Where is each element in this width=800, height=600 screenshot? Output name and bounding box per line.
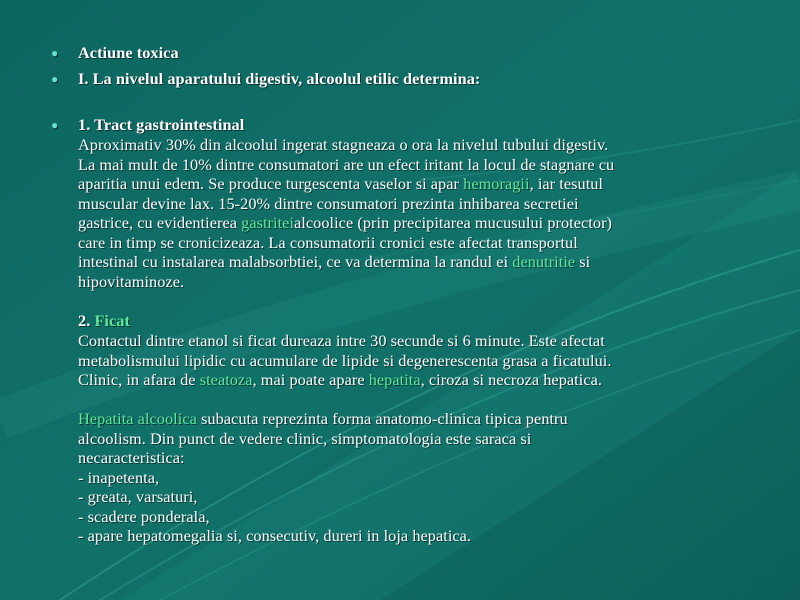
paragraph-line: necaracteristica: (78, 448, 185, 467)
text-span: , mai poate apare (252, 370, 369, 389)
text-span: intestinal cu instalarea malabsorbtiei, ce va determina la randul ei (78, 252, 513, 271)
section-number: 2. (78, 311, 95, 330)
text-span: , iar tesutul (529, 174, 604, 193)
bullet-icon: ● (51, 46, 59, 60)
heading-toxic-action: Actiune toxica (78, 43, 179, 62)
bullet-icon: ● (51, 72, 59, 86)
term-link-hemoragii[interactable]: hemoragii (463, 174, 530, 193)
term-link-hepatita-alcoolica[interactable]: Hepatita alcoolica (78, 409, 197, 428)
section-title-liver (78, 311, 130, 331)
text-span: , ciroza si necroza hepatica. (420, 370, 602, 389)
text-span: aparitia unui edem. Se produce turgescenta vaselor si apar (78, 174, 464, 193)
symptom-list-item: - inapetenta, (78, 467, 160, 487)
paragraph-line (78, 252, 590, 272)
paragraph-line (78, 174, 603, 194)
section-title-gi-tract: 1. Tract gastrointestinal (78, 115, 245, 134)
symptom-list-item: - apare hepatomegalia si, consecutiv, dureri in loja hepatica. (78, 526, 472, 545)
paragraph-line (78, 409, 568, 429)
paragraph-line: hipovitaminoze. (78, 271, 185, 291)
paragraph-line: care in timp se cronicizeaza. La consumatorii cronici este afectat transportul (78, 232, 578, 252)
paragraph-line: Aproximativ 30% din alcoolul ingerat stagneaza o ora la nivelul tubului digestiv. (78, 135, 609, 154)
term-link-ficat[interactable]: Ficat (94, 311, 130, 330)
term-link-hepatita[interactable]: hepatita (368, 370, 421, 389)
text-span: si (575, 252, 591, 271)
paragraph-line: muscular devine lax. 15-20% dintre consumatori prezinta inhibarea secretiei (78, 193, 579, 213)
text-span: Clinic, in afara de (78, 370, 200, 389)
paragraph-line (78, 370, 602, 390)
term-link-steatoza[interactable]: steatoza (199, 370, 253, 389)
bullet-icon: ● (51, 118, 59, 132)
paragraph-line: Contactul dintre etanol si ficat dureaza intre 30 secunde si 6 minute. Este afectat (78, 331, 605, 350)
text-span: subacuta reprezinta forma anatomo-clinica tipica pentru (196, 409, 568, 428)
term-link-denutritie[interactable]: denutritie (512, 252, 576, 271)
heading-digestive: I. La nivelul aparatului digestiv, alcoolul etilic determina: (78, 69, 481, 88)
text-span: gastrice, cu evidentierea (78, 213, 242, 232)
paragraph-line (78, 213, 612, 233)
symptom-list-item: - greata, varsaturi, (78, 487, 198, 506)
paragraph-line: alcoolism. Din punct de vedere clinic, simptomatologia este saraca si (78, 428, 532, 448)
paragraph-line: La mai mult de 10% dintre consumatori are un efect iritant la locul de stagnare cu (78, 154, 615, 174)
paragraph-line: metabolismului lipidic cu acumulare de lipide si degenerescenta grasa a ficatului. (78, 350, 612, 370)
text-span: alcoolice (prin precipitarea mucusului protector) (294, 213, 613, 232)
symptom-list-item: - scadere ponderala, (78, 506, 210, 526)
term-link-gastritei[interactable]: gastritei (241, 213, 295, 232)
